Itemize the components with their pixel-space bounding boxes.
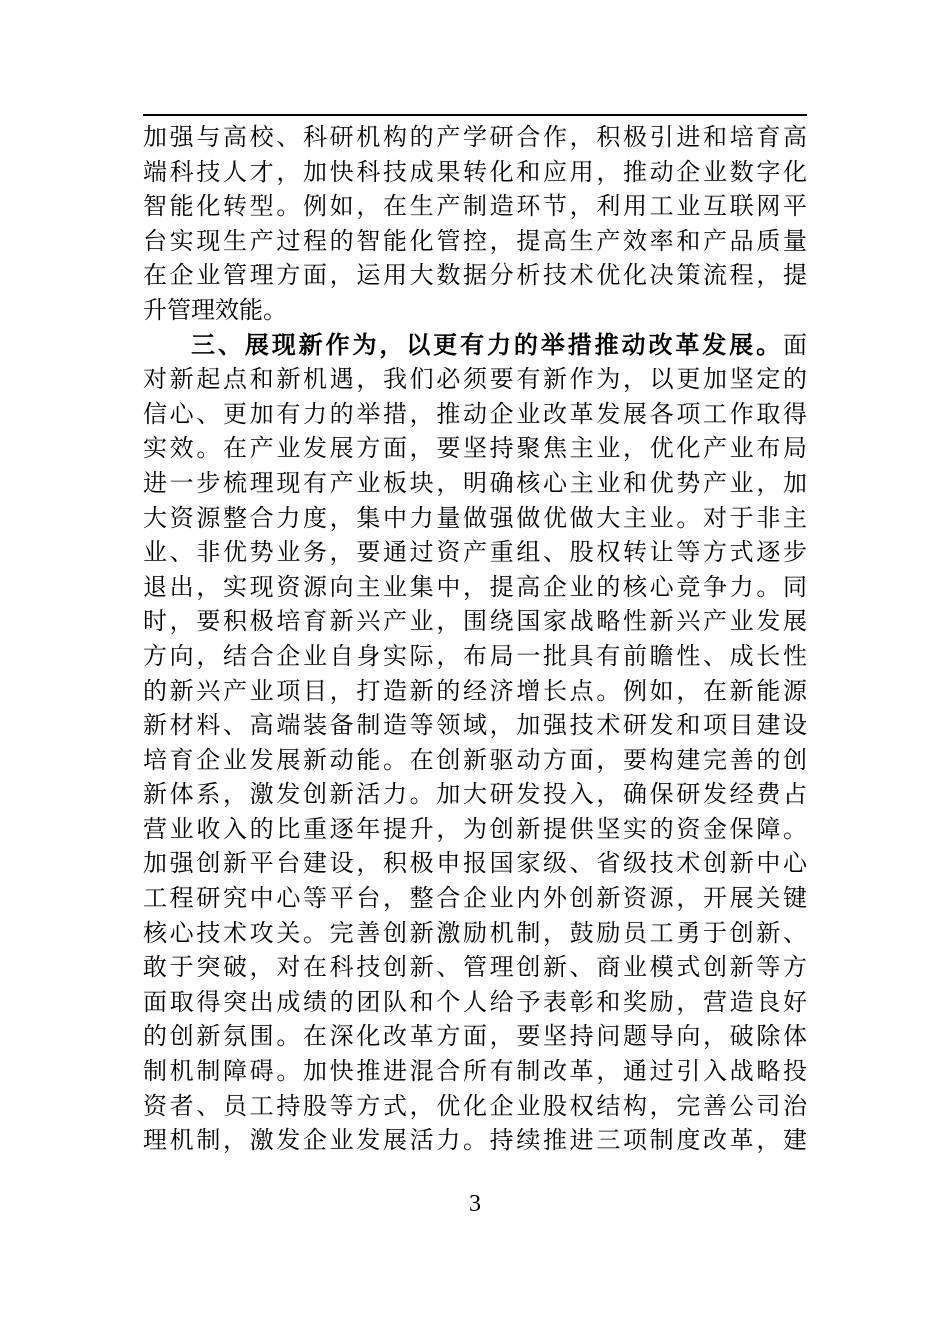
text-line: 工程研究中心等平台，整合企业内外创新资源，开展关键 bbox=[143, 884, 807, 913]
text-line: 资者、员工持股等方式，优化企业股权结构，完善公司治 bbox=[143, 1091, 807, 1120]
text-line: 营业收入的比重逐年提升，为创新提供坚实的资金保障。 bbox=[143, 814, 807, 843]
text-line: 端科技人才，加快科技成果转化和应用，推动企业数字化 bbox=[143, 157, 807, 186]
header-rule bbox=[143, 114, 807, 116]
text-line: 方向，结合企业自身实际，布局一批具有前瞻性、成长性 bbox=[143, 641, 807, 670]
text-line: 升管理效能。 bbox=[143, 295, 287, 324]
text-line: 时，要积极培育新兴产业，围绕国家战略性新兴产业发展 bbox=[143, 607, 807, 636]
text-line: 核心技术攻关。完善创新激励机制，鼓励员工勇于创新、 bbox=[143, 918, 807, 947]
text-line: 的创新氛围。在深化改革方面，要坚持问题导向，破除体 bbox=[143, 1022, 807, 1051]
text-line: 大资源整合力度，集中力量做强做优做大主业。对于非主 bbox=[143, 503, 807, 532]
text-line: 对新起点和新机遇，我们必须要有新作为，以更加坚定的 bbox=[143, 365, 807, 394]
text-line: 新体系，激发创新活力。加大研发投入，确保研发经费占 bbox=[143, 780, 807, 809]
text-line: 业、非优势业务，要通过资产重组、股权转让等方式逐步 bbox=[143, 538, 807, 567]
body-text bbox=[143, 120, 807, 1158]
text-line: 实效。在产业发展方面，要坚持聚焦主业，优化产业布局 bbox=[143, 434, 807, 463]
text-line: 面取得突出成绩的团队和个人给予表彰和奖励，营造良好 bbox=[143, 987, 807, 1016]
text-line: 信心、更加有力的举措，推动企业改革发展各项工作取得 bbox=[143, 399, 807, 428]
text-line: 在企业管理方面，运用大数据分析技术优化决策流程，提 bbox=[143, 261, 807, 290]
page-number: 3 bbox=[469, 1191, 481, 1217]
text-line: 加强创新平台建设，积极申报国家级、省级技术创新中心 bbox=[143, 849, 807, 878]
text-line: 理机制，激发企业发展活力。持续推进三项制度改革，建 bbox=[143, 1126, 807, 1155]
text-line: 的新兴产业项目，打造新的经济增长点。例如，在新能源 bbox=[143, 676, 807, 705]
text-line: 智能化转型。例如，在生产制造环节，利用工业互联网平 bbox=[143, 192, 807, 221]
text-line: 新材料、高端装备制造等领域，加强技术研发和项目建设 bbox=[143, 711, 807, 740]
section-heading: 三、展现新作为，以更有力的举措推动改革发展。 bbox=[191, 330, 783, 359]
section-heading-line bbox=[143, 328, 807, 363]
heading-line-continuation: 面 bbox=[783, 330, 807, 359]
text-line: 退出，实现资源向主业集中，提高企业的核心竞争力。同 bbox=[143, 572, 807, 601]
text-line: 加强与高校、科研机构的产学研合作，积极引进和培育高 bbox=[143, 123, 807, 151]
text-line: 制机制障碍。加快推进混合所有制改革，通过引入战略投 bbox=[143, 1057, 807, 1086]
text-line: 台实现生产过程的智能化管控，提高生产效率和产品质量 bbox=[143, 226, 807, 255]
text-line: 进一步梳理现有产业板块，明确核心主业和优势产业，加 bbox=[143, 468, 807, 497]
text-line: 敢于突破，对在科技创新、管理创新、商业模式创新等方 bbox=[143, 953, 807, 982]
text-line: 培育企业发展新动能。在创新驱动方面，要构建完善的创 bbox=[143, 745, 807, 774]
